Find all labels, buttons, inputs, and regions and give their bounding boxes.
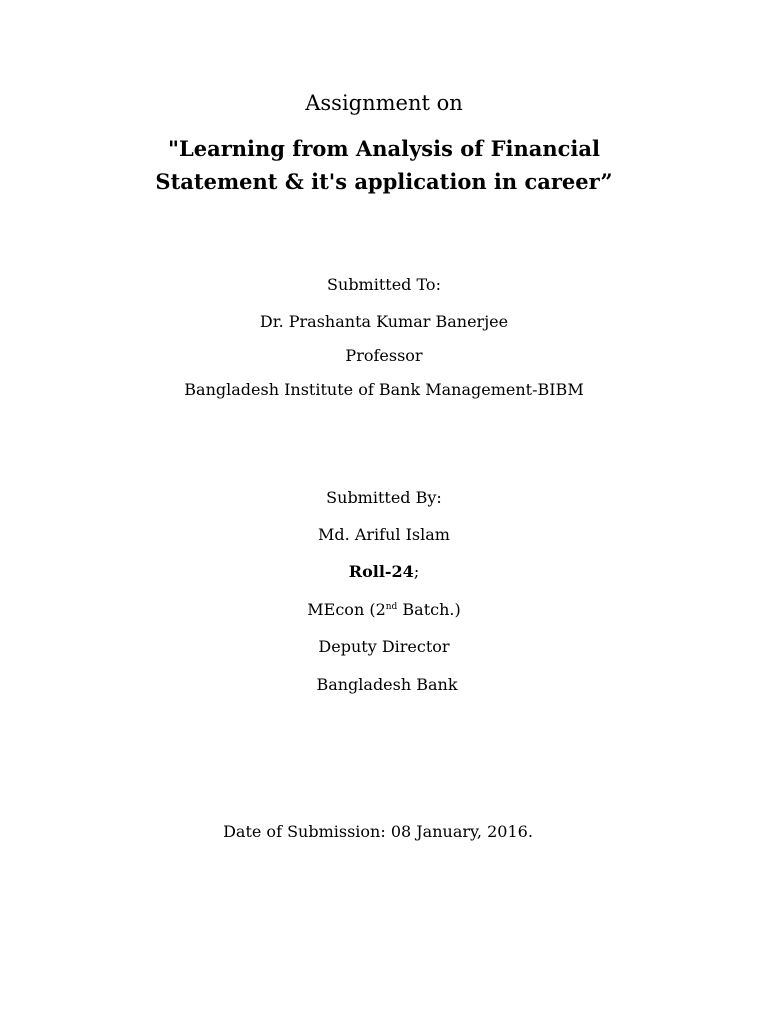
recipient-name: Dr. Prashanta Kumar Banerjee [259,312,509,331]
assignment-label: Assignment on [305,91,463,115]
author-organization: Bangladesh Bank [316,675,458,694]
submitted-to-label: Submitted To: [327,275,441,294]
author-roll [0,562,768,581]
title-line-2: Statement & it's application in career” [155,169,613,194]
submitted-by-label: Submitted By: [326,488,442,507]
roll-suffix: ; [413,562,420,581]
recipient-designation: Professor [345,346,423,365]
author-designation: Deputy Director [318,637,450,656]
author-program [0,600,768,619]
roll-number: Roll-24 [348,562,414,581]
recipient-institution: Bangladesh Institute of Bank Management-BIBM [184,380,584,399]
program-suffix: Batch.) [397,600,461,619]
author-name: Md. Ariful Islam [318,525,450,544]
program-ordinal-superscript: nd [385,602,398,612]
submission-date: Date of Submission: 08 January, 2016. [223,822,533,841]
program-prefix: MEcon (2 [307,600,386,619]
title-line-1: "Learning from Analysis of Financial [168,136,600,161]
